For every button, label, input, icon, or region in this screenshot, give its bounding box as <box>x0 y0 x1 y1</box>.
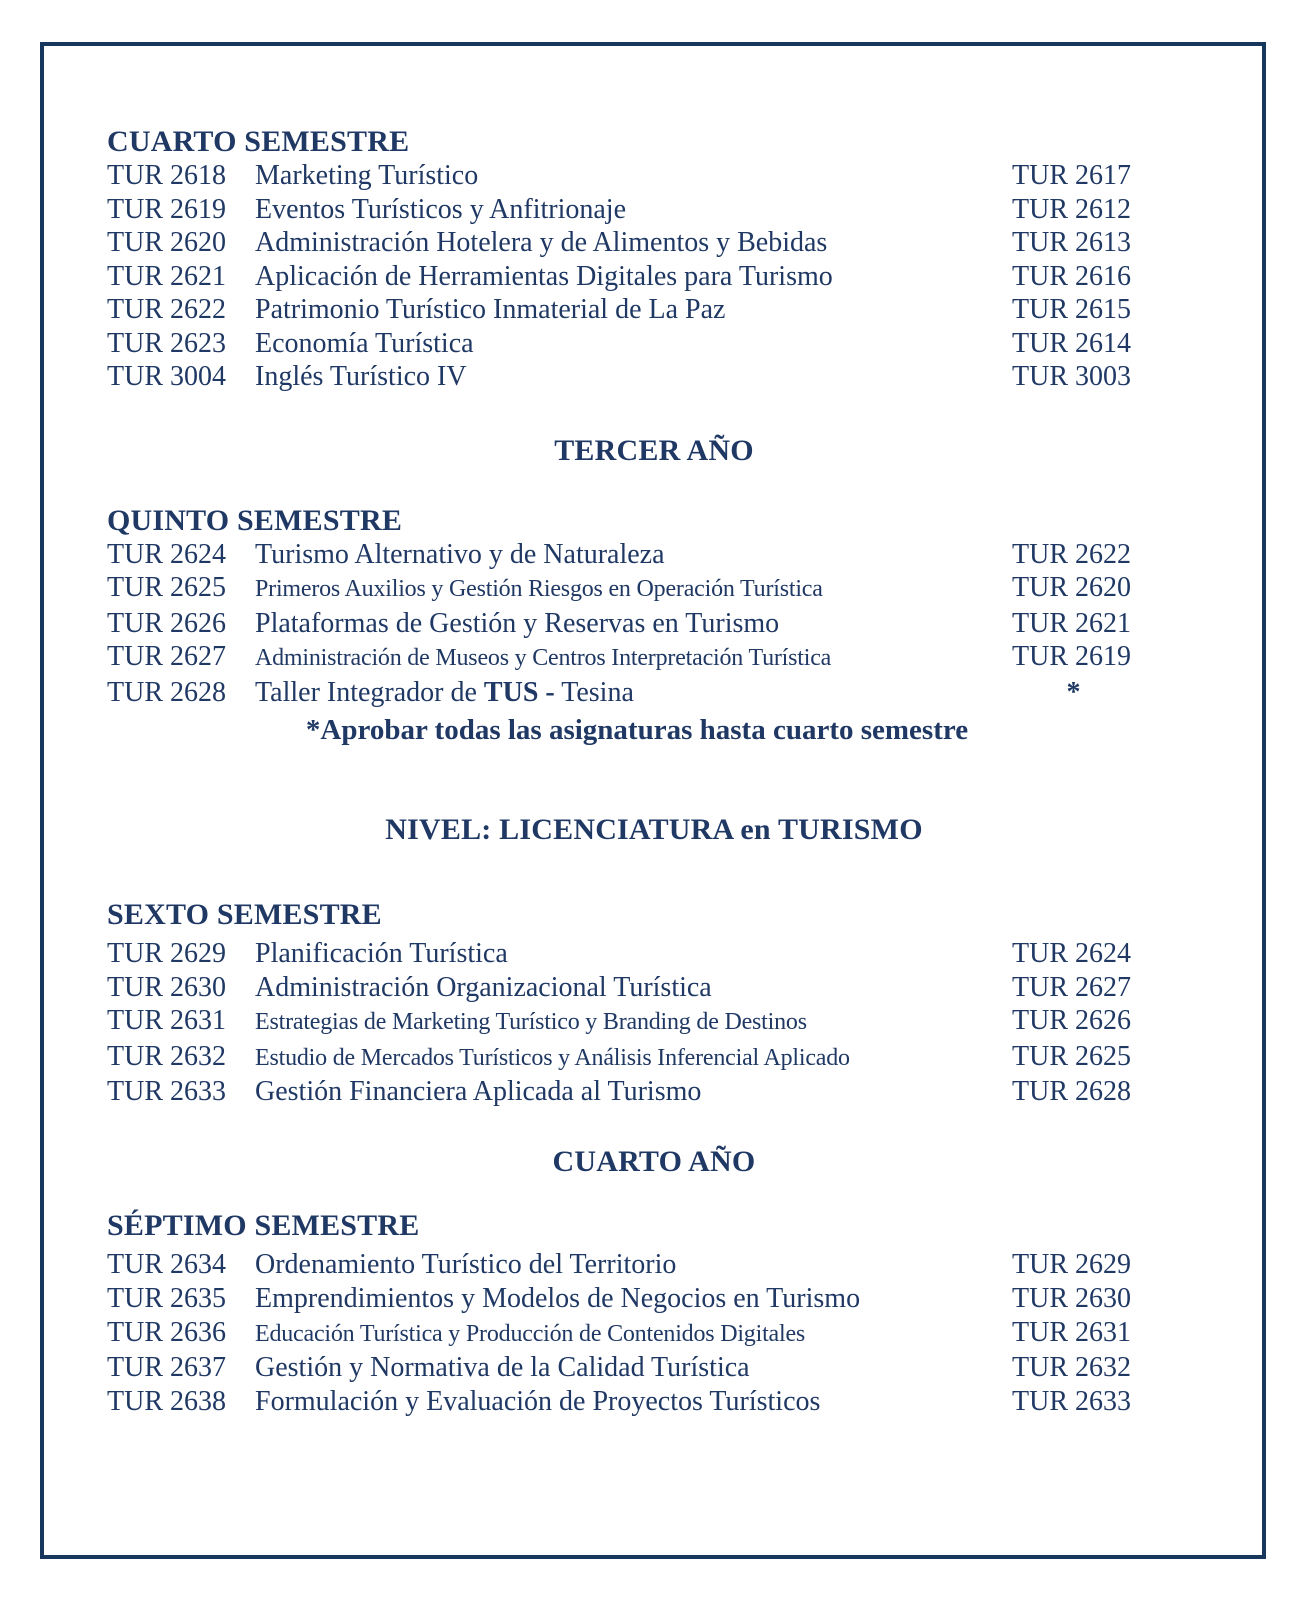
course-name-part: TUS - <box>483 676 555 708</box>
course-code: TUR 2635 <box>107 1282 226 1314</box>
course-row <box>107 676 1308 710</box>
course-name <box>255 676 1012 710</box>
course-name: Economía Turística <box>255 327 474 359</box>
course-code: TUR 2634 <box>107 1248 226 1280</box>
course-row <box>107 260 1308 294</box>
course-row <box>107 1385 1308 1419</box>
course-code: TUR 2621 <box>107 260 226 292</box>
course-code: TUR 2627 <box>107 641 226 672</box>
course-name: Eventos Turísticos y Anfitrionaje <box>255 193 626 225</box>
course-row <box>107 607 1308 641</box>
course-code: TUR 2631 <box>107 1005 226 1036</box>
course-code: TUR 2632 <box>107 1040 226 1072</box>
prerequisite-code: TUR 2616 <box>1012 260 1131 292</box>
course-name-part: Taller Integrador de <box>255 676 484 708</box>
course-name: Administración de Museos y Centros Interpretación Turística <box>255 645 832 671</box>
prerequisite-code: TUR 2629 <box>1012 1248 1131 1280</box>
course-name: Formulación y Evaluación de Proyectos Turísticos <box>255 1385 821 1417</box>
course-code: TUR 2625 <box>107 572 226 603</box>
prerequisite-code: TUR 2633 <box>1012 1385 1131 1417</box>
course-row <box>107 193 1308 227</box>
section-heading-tercer-ano: TERCER AÑO <box>554 433 754 467</box>
prerequisite-code: TUR 2628 <box>1012 1076 1131 1107</box>
course-row <box>107 1282 1308 1316</box>
prerequisite-code: TUR 2626 <box>1012 1005 1131 1036</box>
course-row <box>107 226 1308 260</box>
course-code: TUR 2629 <box>107 938 226 969</box>
course-name: Inglés Turístico IV <box>255 361 467 392</box>
course-row <box>107 293 1308 327</box>
course-code: TUR 2637 <box>107 1351 226 1383</box>
semester-title: SÉPTIMO SEMESTRE <box>107 1208 420 1242</box>
course-code: TUR 2619 <box>107 193 226 225</box>
prerequisite-code: TUR 2622 <box>1012 538 1131 570</box>
section-cuarto-semestre <box>0 125 1308 394</box>
prerequisite-code: TUR 2621 <box>1012 607 1131 639</box>
course-row <box>107 971 1308 1005</box>
prerequisite-code: TUR 2632 <box>1012 1351 1131 1383</box>
prerequisite-code: TUR 2625 <box>1012 1040 1131 1072</box>
course-name: Turismo Alternativo y de Naturaleza <box>255 538 665 570</box>
prerequisite-code: TUR 2617 <box>1012 160 1131 191</box>
course-code: TUR 2622 <box>107 294 226 325</box>
course-rows <box>0 159 1308 394</box>
course-row <box>107 640 1308 676</box>
course-code: TUR 2626 <box>107 607 226 639</box>
prerequisite-code: TUR 2614 <box>1012 327 1131 359</box>
prerequisite-code: TUR 2620 <box>1012 572 1131 603</box>
semester-note: *Aprobar todas las asignaturas hasta cuarto semestre <box>305 714 969 746</box>
course-name: Gestión Financiera Aplicada al Turismo <box>255 1076 702 1107</box>
course-name-part: Tesina <box>554 676 634 708</box>
course-name: Estudio de Mercados Turísticos y Análisis Inferencial Aplicado <box>255 1044 850 1071</box>
course-code: TUR 2633 <box>107 1076 226 1107</box>
course-rows <box>0 1248 1308 1419</box>
course-row <box>107 1248 1308 1282</box>
prerequisite-code: TUR 2619 <box>1012 641 1131 672</box>
course-name: Estrategias de Marketing Turístico y Branding de Destinos <box>255 1009 807 1035</box>
prerequisite-code: TUR 2630 <box>1012 1282 1131 1314</box>
semester-title: QUINTO SEMESTRE <box>107 503 403 537</box>
course-row <box>107 360 1308 394</box>
course-name: Plataformas de Gestión y Reservas en Turismo <box>255 607 780 639</box>
course-name: Administración Hotelera y de Alimentos y Bebidas <box>255 227 828 258</box>
course-row <box>107 1004 1308 1040</box>
course-code: TUR 2630 <box>107 971 226 1003</box>
course-row <box>107 1316 1308 1351</box>
course-name: Ordenamiento Turístico del Territorio <box>255 1248 677 1280</box>
section-heading-cuarto-ano: CUARTO AÑO <box>552 1144 756 1178</box>
prerequisite-code: TUR 2624 <box>1012 938 1131 969</box>
course-name: Educación Turística y Producción de Contenidos Digitales <box>255 1320 806 1347</box>
prerequisite-code: TUR 2615 <box>1012 294 1131 325</box>
course-code: TUR 2628 <box>107 676 226 708</box>
course-name: Marketing Turístico <box>255 160 479 191</box>
course-code: TUR 3004 <box>107 361 226 392</box>
prerequisite-code: * <box>1066 676 1081 708</box>
course-row <box>107 937 1308 971</box>
course-row <box>107 1075 1308 1109</box>
course-rows <box>0 937 1308 1109</box>
section-sexto-semestre <box>0 898 1308 1109</box>
course-name: Planificación Turística <box>255 938 508 969</box>
prerequisite-code: TUR 2612 <box>1012 193 1131 225</box>
course-code: TUR 2624 <box>107 538 226 570</box>
course-name: Primeros Auxilios y Gestión Riesgos en Operación Turística <box>255 576 823 602</box>
course-name: Emprendimientos y Modelos de Negocios en Turismo <box>255 1282 861 1314</box>
course-row <box>107 1351 1308 1385</box>
prerequisite-code: TUR 2631 <box>1012 1316 1131 1348</box>
course-code: TUR 2636 <box>107 1316 226 1348</box>
course-code: TUR 2618 <box>107 160 226 191</box>
course-name: Aplicación de Herramientas Digitales para Turismo <box>255 260 833 292</box>
course-row <box>107 159 1308 193</box>
prerequisite-code: TUR 2613 <box>1012 227 1131 258</box>
course-rows <box>0 538 1308 710</box>
section-septimo-semestre <box>0 1209 1308 1419</box>
course-code: TUR 2620 <box>107 227 226 258</box>
section-heading-nivel-licenciatura: NIVEL: LICENCIATURA en TURISMO <box>385 813 923 846</box>
course-row <box>107 538 1308 572</box>
semester-title: SEXTO SEMESTRE <box>107 898 382 931</box>
course-name: Patrimonio Turístico Inmaterial de La Paz <box>255 294 726 325</box>
course-name: Gestión y Normativa de la Calidad Turística <box>255 1351 750 1383</box>
course-code: TUR 2638 <box>107 1385 226 1417</box>
course-name: Administración Organizacional Turística <box>255 971 712 1003</box>
section-quinto-semestre <box>0 504 1308 748</box>
course-code: TUR 2623 <box>107 327 226 359</box>
course-row <box>107 1040 1308 1076</box>
prerequisite-code: TUR 2627 <box>1012 971 1131 1003</box>
prerequisite-code: TUR 3003 <box>1012 361 1131 392</box>
course-row <box>107 327 1308 361</box>
course-row <box>107 571 1308 607</box>
semester-title: CUARTO SEMESTRE <box>107 125 410 158</box>
